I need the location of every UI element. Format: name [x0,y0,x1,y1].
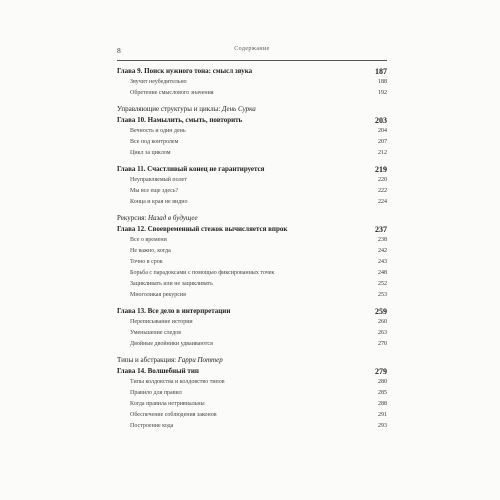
entry-title: Звучит неубедительно [130,79,187,85]
toc-entry [117,197,387,208]
toc-page [117,46,387,432]
entry-title: Обретение смыслового значения [130,90,214,96]
chapter-row [117,366,387,377]
toc-entry [117,186,387,197]
entry-page-number: 285 [378,390,387,396]
toc-entry [117,148,387,159]
entry-page-number: 293 [378,423,387,429]
chapter-row [117,66,387,77]
entry-title: Мы все еще здесь? [130,188,179,194]
part-title: Рекурсия: [117,214,147,222]
part-subtitle: Гарри Поттер [177,356,223,364]
chapter-row [117,115,387,126]
toc-section [117,104,387,159]
chapter-page-number: 203 [375,116,387,125]
running-title: Содержание [234,46,270,52]
chapter-title: Глава 10. Намылить, смыть, повторить [117,116,243,124]
part-title: Типы и абстракция: [117,356,177,364]
entry-title: Конца и края не видно [130,199,188,205]
entry-page-number: 192 [378,90,387,96]
toc-entry [117,317,387,328]
toc-entry [117,290,387,301]
toc-entry [117,235,387,246]
entry-title: Многоликая рекурсия [130,292,186,298]
entry-page-number: 224 [378,199,387,205]
entry-page-number: 280 [378,379,387,385]
toc-entry [117,421,387,432]
entry-page-number: 220 [378,177,387,183]
toc-entry [117,268,387,279]
toc-section [117,164,387,208]
part-title: Управляющие структуры и циклы: [117,105,221,113]
toc-entry [117,126,387,137]
chapter-row [117,224,387,235]
chapter-title: Глава 11. Счастливый конец не гарантируется [117,165,265,173]
entry-page-number: 222 [378,188,387,194]
entry-title: Цикл за циклом [130,150,171,156]
entry-title: Все под контролем [130,139,179,145]
part-subtitle: День Сурка [222,105,256,113]
entry-page-number: 243 [378,259,387,265]
entry-title: Двойные двойники удваиваются [130,341,213,347]
part-heading [117,355,387,366]
entry-page-number: 252 [378,281,387,287]
toc-entry [117,279,387,290]
toc-entry [117,137,387,148]
table-of-contents [117,66,387,432]
entry-title: Переписывание истории [130,319,193,325]
entry-title: Зацикливать или не зацикливать [130,281,213,287]
toc-entry [117,388,387,399]
toc-entry [117,377,387,388]
part-heading [117,104,387,115]
entry-title: Не важно, когда [130,248,171,254]
chapter-title: Глава 14. Волшебный тип [117,367,199,375]
entry-title: Точно в срок [130,259,163,265]
entry-title: Неуправляемый полет [130,177,187,183]
toc-entry [117,399,387,410]
entry-title: Обеспечение соблюдения законов [130,412,217,418]
entry-page-number: 263 [378,330,387,336]
entry-title: Вечность и один день [130,128,186,134]
entry-page-number: 253 [378,292,387,298]
entry-title: Борьба с парадоксами с помощью фиксированных точек [130,270,275,276]
entry-page-number: 204 [378,128,387,134]
toc-entry [117,339,387,350]
entry-page-number: 207 [378,139,387,145]
toc-section [117,355,387,432]
entry-page-number: 248 [378,270,387,276]
toc-entry [117,77,387,88]
chapter-page-number: 279 [375,367,387,376]
entry-title: Построение кода [130,423,174,429]
entry-page-number: 291 [378,412,387,418]
entry-page-number: 212 [378,150,387,156]
running-head [117,46,387,60]
toc-entry [117,257,387,268]
entry-title: Правило для правил [130,390,182,396]
toc-section [117,213,387,301]
chapter-row [117,164,387,175]
entry-page-number: 288 [378,401,387,407]
chapter-page-number: 237 [375,225,387,234]
toc-entry [117,410,387,421]
toc-section [117,306,387,350]
toc-section [117,66,387,99]
part-heading [117,213,387,224]
entry-page-number: 188 [378,79,387,85]
chapter-row [117,306,387,317]
chapter-title: Глава 13. Все дело в интерпретации [117,307,231,315]
entry-title: Все о времени [130,237,167,243]
header-rule [117,60,387,61]
entry-page-number: 242 [378,248,387,254]
page-number: 8 [117,46,121,55]
entry-page-number: 260 [378,319,387,325]
toc-entry [117,88,387,99]
chapter-page-number: 219 [375,165,387,174]
chapter-title: Глава 9. Поиск нужного тона: смысл звука [117,67,253,75]
chapter-title: Глава 12. Своевременный стежок вычисляется впрок [117,225,288,233]
chapter-page-number: 187 [375,67,387,76]
entry-page-number: 270 [378,341,387,347]
part-subtitle: Назад в будущее [147,214,198,222]
entry-title: Типы колдовства и колдовство типов [130,379,225,385]
entry-page-number: 238 [378,237,387,243]
chapter-page-number: 259 [375,307,387,316]
toc-entry [117,246,387,257]
toc-entry [117,328,387,339]
entry-title: Когда правила нетривиальны [130,401,205,407]
entry-title: Уменьшение следов [130,330,182,336]
toc-entry [117,175,387,186]
